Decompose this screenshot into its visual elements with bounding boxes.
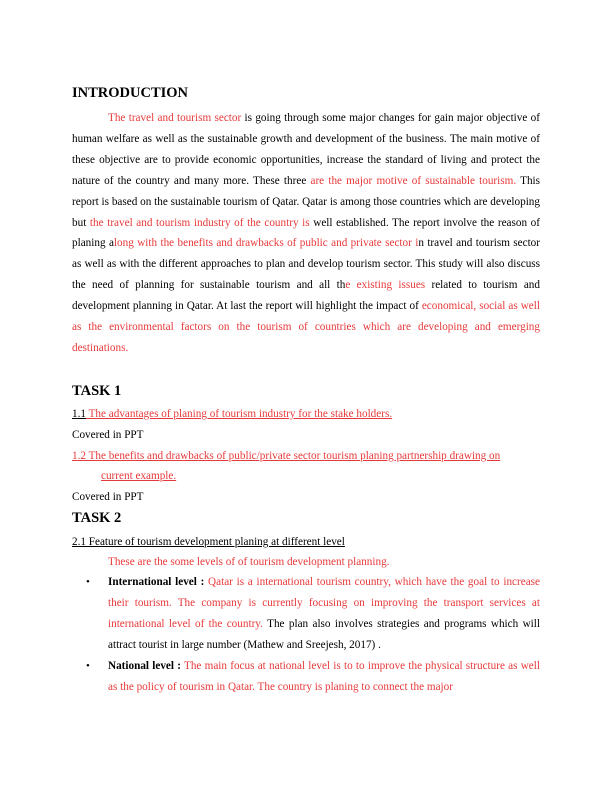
task1-item2-note: Covered in PPT — [72, 491, 144, 503]
intro-segment: This report is based on the sustainable tourism of Qatar. Qatar is among those countries which are developing but — [72, 174, 541, 229]
level-label: International level : — [108, 576, 205, 588]
list-item — [72, 572, 540, 656]
task1-item1-title: The advantages of planing of tourism industry for the stake holders. — [85, 408, 393, 420]
introduction-heading: INTRODUCTION — [72, 85, 189, 101]
levels-list — [72, 572, 540, 697]
level-segment: The plan also involves strategies and programs which will attract tourist in large number (Mathew and Sreejesh, 2017) . — [108, 617, 540, 651]
bullet-icon: • — [86, 659, 90, 672]
introduction-paragraph — [72, 108, 540, 359]
intro-segment: long with the benefits and drawbacks of public and private sector i — [113, 237, 419, 250]
level-segment: The main focus at national level is to to improve the physical structure as well as the policy of tourism in Qatar. The country is planing to connect the major — [108, 659, 540, 693]
intro-segment: The travel and tourism sector — [108, 112, 242, 124]
task1-item1-number: 1.1 — [72, 408, 86, 420]
task1-item1-note: Covered in PPT — [72, 429, 144, 441]
intro-segment: economical, social as well as the environmental factors on the tourism of countries which are developing and emerging destinations. — [72, 300, 540, 354]
level-label: National level : — [108, 659, 181, 672]
list-item — [72, 656, 540, 698]
task1-item2-title-cont: current example. — [101, 470, 177, 482]
task1-item2-title: The benefits and drawbacks of public/private sector tourism planing partnership drawing on — [85, 450, 501, 462]
intro-segment: are the major motive of sustainable tourism. — [310, 174, 517, 187]
intro-segment: is going through some major changes for gain major objective of human welfare as well as the sustainable growth and development of the business. The main motive of these objective are to provide economic opportunities, increase the standard of living and protect the nature of the country and many more. These three — [72, 112, 540, 187]
level-segment: Qatar is a international tourism country, which have the goal to increase their tourism. The company is currently focusing on improving the transport services at international level of the country. — [108, 576, 540, 630]
task1-item2 — [72, 446, 500, 466]
intro-segment: the travel and tourism industry of the country is — [89, 216, 310, 229]
intro-segment: related to tourism and development planning in Qatar. At last the report will highlight the impact of — [72, 279, 540, 313]
task2-heading: TASK 2 — [72, 510, 122, 526]
intro-segment: well established. The report involve the reason of planing a — [72, 216, 540, 250]
task1-heading: TASK 1 — [72, 383, 122, 399]
task1-item1 — [72, 404, 392, 424]
levels-intro: These are the some levels of of tourism development planning. — [108, 556, 390, 568]
task2-subtitle: 2.1 Feature of tourism development planing at different level — [72, 536, 345, 548]
intro-segment: n travel and tourism sector as well as with the different approaches to plan and develop tourism sector. This study will also discuss the need of planning for sustainable tourism and all th — [72, 237, 540, 292]
intro-segment: e existing issues — [345, 279, 426, 292]
bullet-icon: • — [86, 576, 90, 588]
task1-item2-number: 1.2 — [72, 450, 86, 462]
